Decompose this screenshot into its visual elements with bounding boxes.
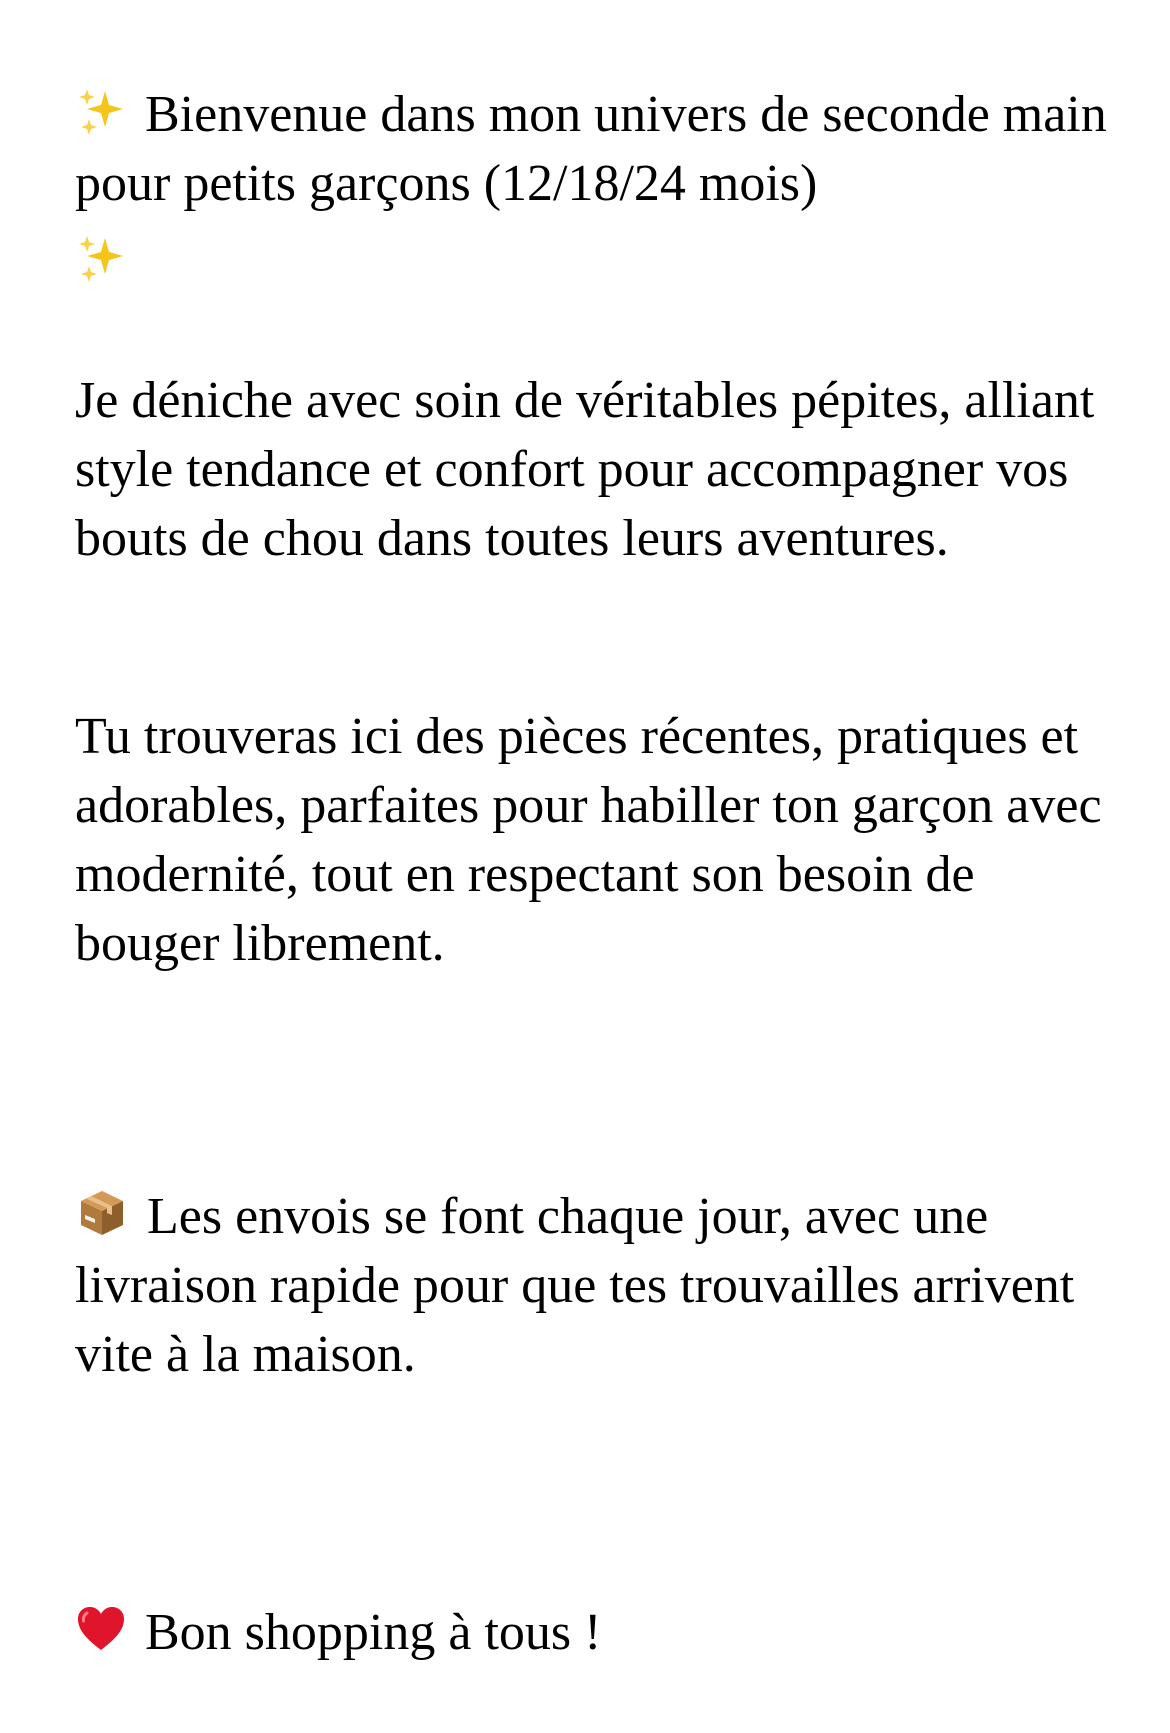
package-icon	[75, 1185, 129, 1239]
intro-paragraph	[75, 80, 1115, 296]
red-heart-icon	[75, 1603, 127, 1655]
description-paragraph-2: Tu trouveras ici des pièces récentes, pratiques et adorables, parfaites pour habiller ton garçon avec modernité, tout en respectant son besoin de bouger librement.	[75, 708, 1102, 972]
closing-text: Bon shopping à tous !	[145, 1604, 602, 1661]
closing-paragraph	[75, 1598, 1115, 1667]
sparkles-icon	[75, 85, 127, 137]
description-paragraph-1: Je déniche avec soin de véritables pépites, alliant style tendance et confort pour accompagner vos bouts de chou dans toutes leurs aventures.	[75, 372, 1095, 567]
sparkles-icon	[75, 232, 127, 284]
shipping-text: Les envois se font chaque jour, avec une livraison rapide pour que tes trouvailles arrivent vite à la maison.	[75, 1188, 1075, 1383]
intro-text: Bienvenue dans mon univers de seconde main pour petits garçons (12/18/24 mois)	[75, 86, 1107, 212]
shipping-paragraph	[75, 1182, 1115, 1389]
